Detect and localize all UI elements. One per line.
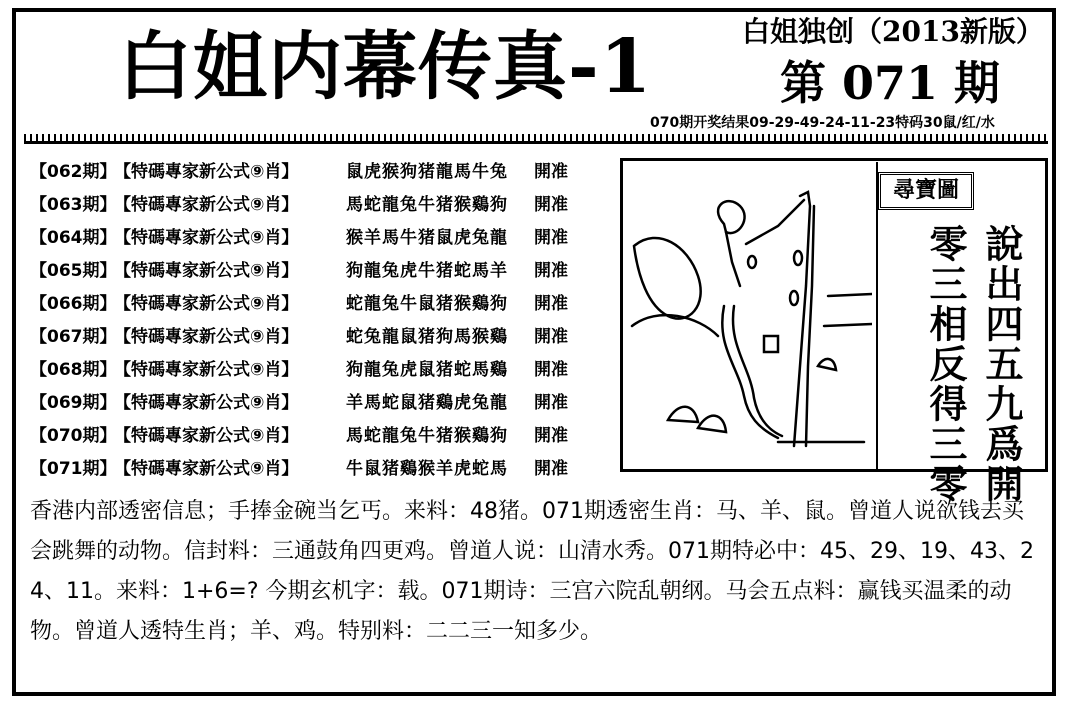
- row-animals: 狗龍兔虎牛猪蛇馬羊: [346, 261, 508, 281]
- row-formula: 【特碼專家新公式⑨肖】: [114, 360, 299, 380]
- row-animals: 羊馬蛇鼠猪鷄虎兔龍: [346, 393, 508, 413]
- header-divider: [24, 134, 1048, 144]
- row-formula: 【特碼專家新公式⑨肖】: [114, 426, 299, 446]
- row-formula: 【特碼專家新公式⑨肖】: [114, 162, 299, 182]
- previous-result: 070期开奖结果09-29-49-24-11-23特码30鼠/红/水: [650, 115, 995, 131]
- row-formula: 【特碼專家新公式⑨肖】: [114, 228, 299, 248]
- treasure-map-label: 尋寶圖: [878, 172, 974, 210]
- row-status: 開准: [534, 459, 568, 479]
- verse-column-2: 零三相反得三零: [923, 224, 967, 504]
- row-issue: 【062期】: [30, 162, 117, 182]
- row-animals: 蛇兔龍鼠猪狗馬猴鷄: [346, 327, 508, 347]
- issue-number: 第 071 期: [780, 56, 1001, 110]
- row-status: 開准: [534, 162, 568, 182]
- row-status: 開准: [534, 261, 568, 281]
- row-issue: 【067期】: [30, 327, 117, 347]
- row-issue: 【070期】: [30, 426, 117, 446]
- info-paragraph: 香港内部透密信息；手捧金碗当乞丐。来料：48猪。071期透密生肖：马、羊、鼠。曾道人说欲钱去买会跳舞的动物。信封料：三通鼓角四更鸡。曾道人说：山清水秀。071期特必中：45、29、19、43、24、11。来料：1+6=? 今期玄机字：载。071期诗：三宫六院乱朝纲。马会五点料：赢钱买温柔的动物。曾道人透特生肖；羊、鸡。特别料：二二三一知多少。: [30, 499, 1034, 644]
- row-issue: 【068期】: [30, 360, 117, 380]
- verse-column-1: 說出四五九爲開: [979, 224, 1023, 504]
- table-row: [30, 387, 610, 420]
- row-issue: 【069期】: [30, 393, 117, 413]
- table-row: [30, 420, 610, 453]
- row-issue: 【063期】: [30, 195, 117, 215]
- row-status: 開准: [534, 426, 568, 446]
- table-row: [30, 156, 610, 189]
- row-animals: 馬蛇龍兔牛猪猴鷄狗: [346, 426, 508, 446]
- row-animals: 蛇龍兔牛鼠猪猴鷄狗: [346, 294, 508, 314]
- row-formula: 【特碼專家新公式⑨肖】: [114, 459, 299, 479]
- row-formula: 【特碼專家新公式⑨肖】: [114, 195, 299, 215]
- row-formula: 【特碼專家新公式⑨肖】: [114, 261, 299, 281]
- row-animals: 馬蛇龍兔牛猪猴鷄狗: [346, 195, 508, 215]
- row-formula: 【特碼專家新公式⑨肖】: [114, 327, 299, 347]
- row-status: 開准: [534, 360, 568, 380]
- row-formula: 【特碼專家新公式⑨肖】: [114, 393, 299, 413]
- row-status: 開准: [534, 294, 568, 314]
- row-issue: 【066期】: [30, 294, 117, 314]
- row-issue: 【064期】: [30, 228, 117, 248]
- row-status: 開准: [534, 327, 568, 347]
- row-animals: 鼠虎猴狗猪龍馬牛兔: [346, 162, 508, 182]
- row-issue: 【065期】: [30, 261, 117, 281]
- table-row: [30, 354, 610, 387]
- table-row: [30, 453, 610, 486]
- table-row: [30, 321, 610, 354]
- row-issue: 【071期】: [30, 459, 117, 479]
- row-animals: 牛鼠猪鷄猴羊虎蛇馬: [346, 459, 508, 479]
- brand-text: 白姐独创（2013新版）: [742, 15, 1044, 48]
- page-title: 白姐内幕传真-1: [118, 24, 653, 110]
- treasure-map-illustration: [628, 166, 872, 464]
- row-status: 開准: [534, 393, 568, 413]
- table-row: [30, 189, 610, 222]
- table-row: [30, 222, 610, 255]
- row-animals: 狗龍兔虎鼠猪蛇馬鷄: [346, 360, 508, 380]
- row-status: 開准: [534, 195, 568, 215]
- row-formula: 【特碼專家新公式⑨肖】: [114, 294, 299, 314]
- table-row: [30, 255, 610, 288]
- formula-table: [30, 156, 610, 486]
- row-status: 開准: [534, 228, 568, 248]
- row-animals: 猴羊馬牛猪鼠虎兔龍: [346, 228, 508, 248]
- table-row: [30, 288, 610, 321]
